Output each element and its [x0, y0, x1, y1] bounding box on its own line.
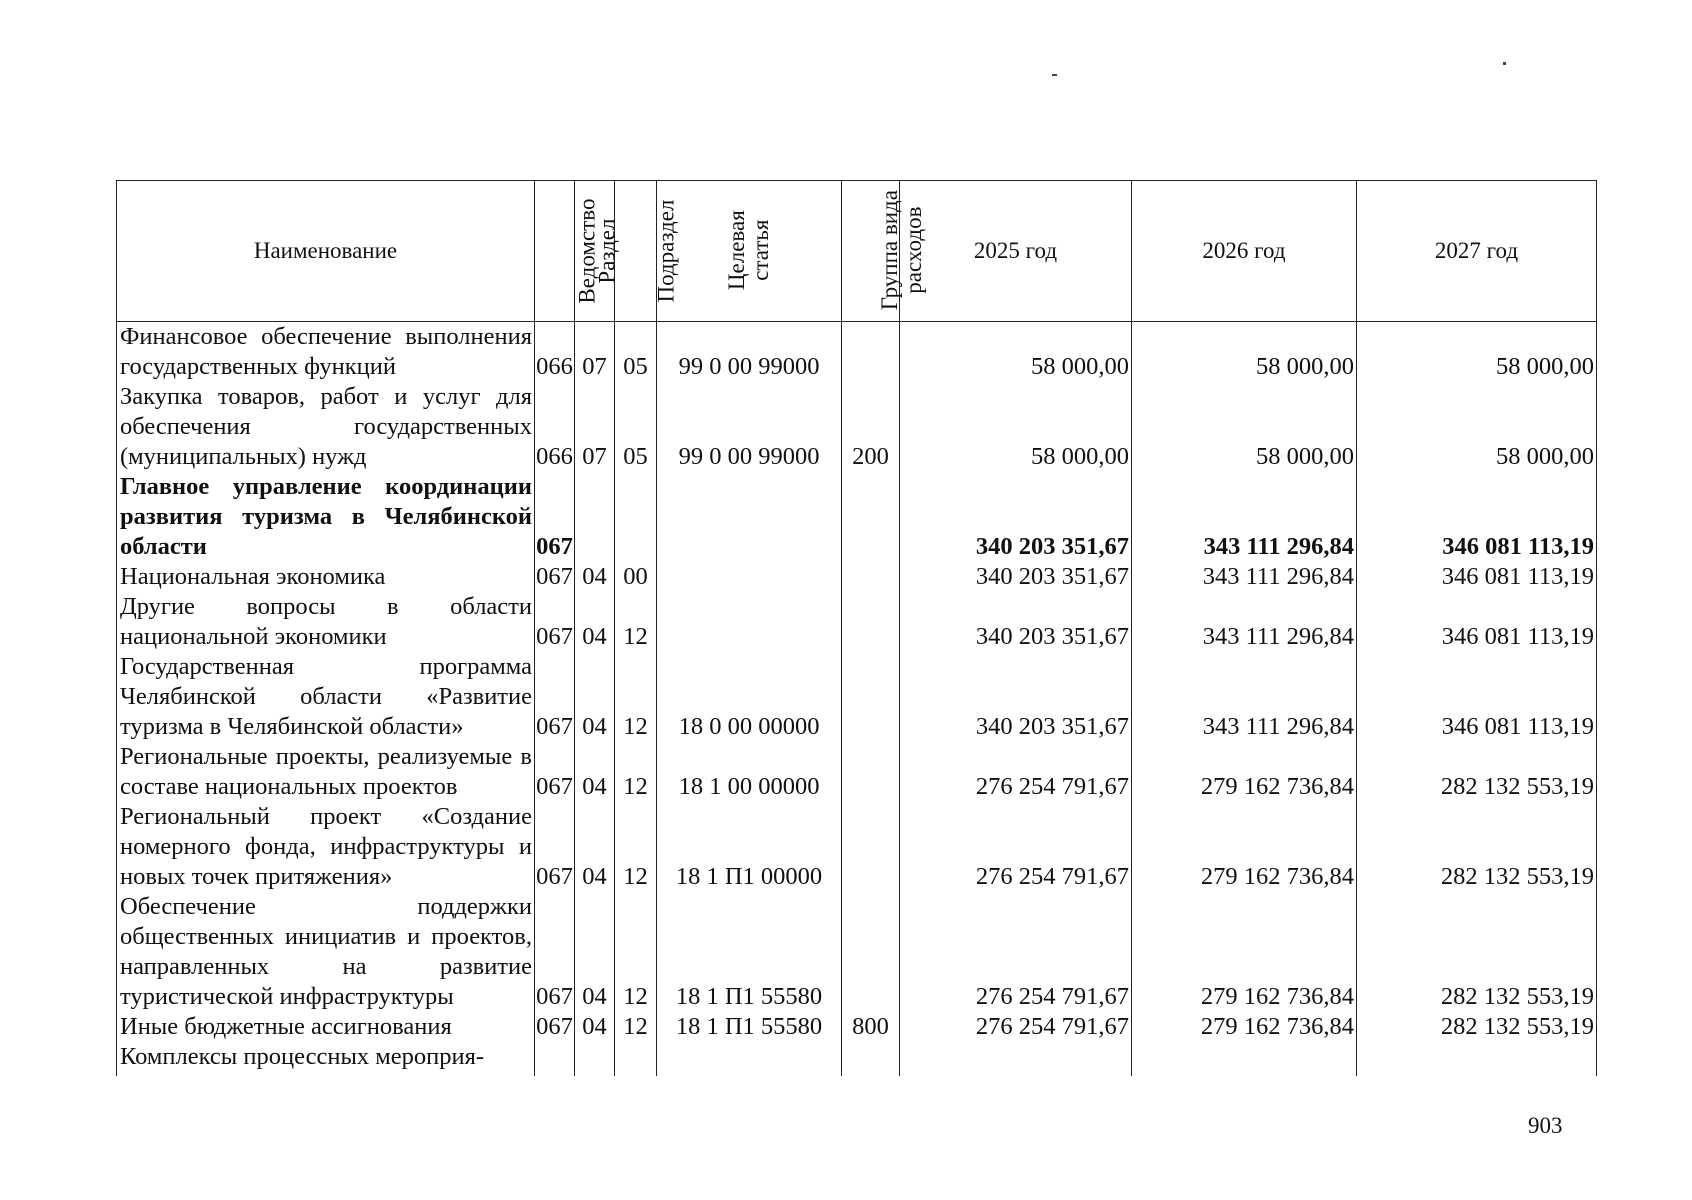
row-tselevaya-statya — [657, 592, 842, 652]
row-tselevaya-statya: 99 0 00 99000 — [657, 382, 842, 472]
header-vedomstvo: Ведомство — [535, 181, 575, 322]
row-2027: 282 132 553,19 — [1357, 802, 1597, 892]
row-gruppa — [842, 592, 900, 652]
row-2026: 279 162 736,84 — [1132, 742, 1357, 802]
row-vedomstvo: 066 — [535, 382, 575, 472]
table-row — [117, 742, 1597, 802]
row-razdel: 07 — [575, 382, 615, 472]
row-2027: 346 081 113,19 — [1357, 472, 1597, 562]
header-podrazdel: Подраздел — [615, 181, 657, 322]
row-razdel: 04 — [575, 892, 615, 1012]
row-gruppa — [842, 472, 900, 562]
row-gruppa: 200 — [842, 382, 900, 472]
row-podrazdel — [615, 1042, 657, 1076]
row-podrazdel: 05 — [615, 322, 657, 383]
table-row — [117, 802, 1597, 892]
row-2026: 343 111 296,84 — [1132, 592, 1357, 652]
row-2027: 346 081 113,19 — [1357, 562, 1597, 592]
row-name: Обеспечение поддержки общественных инициатив и проектов, направленных на развитие туристической инфраструктуры — [117, 892, 535, 1012]
table-row — [117, 592, 1597, 652]
row-name: Региональный проект «Создание номерного фонда, инфраструктуры и новых точек притяжения» — [117, 802, 535, 892]
row-name: Закупка товаров, работ и услуг для обеспечения государственных (муниципальных) нужд — [117, 382, 535, 472]
row-tselevaya-statya: 18 0 00 00000 — [657, 652, 842, 742]
row-tselevaya-statya: 18 1 00 00000 — [657, 742, 842, 802]
row-gruppa — [842, 1042, 900, 1076]
header-2025: 2025 год — [900, 181, 1132, 322]
row-2025: 340 203 351,67 — [900, 562, 1132, 592]
row-podrazdel: 12 — [615, 652, 657, 742]
row-podrazdel: 12 — [615, 592, 657, 652]
row-razdel: 04 — [575, 592, 615, 652]
row-podrazdel: 05 — [615, 382, 657, 472]
row-2027 — [1357, 1042, 1597, 1076]
row-name: Государственная программа Челябинской области «Развитие туризма в Челябинской области» — [117, 652, 535, 742]
row-name: Региональные проекты, реализуемые в составе национальных проектов — [117, 742, 535, 802]
row-podrazdel: 12 — [615, 802, 657, 892]
header-razdel: Раздел — [575, 181, 615, 322]
row-vedomstvo: 067 — [535, 802, 575, 892]
table-row — [117, 1012, 1597, 1042]
row-2025: 340 203 351,67 — [900, 652, 1132, 742]
table-row — [117, 892, 1597, 1012]
row-2026: 58 000,00 — [1132, 322, 1357, 383]
row-vedomstvo: 067 — [535, 472, 575, 562]
row-tselevaya-statya: 18 1 П1 55580 — [657, 1012, 842, 1042]
row-tselevaya-statya: 99 0 00 99000 — [657, 322, 842, 383]
row-2026: 279 162 736,84 — [1132, 1012, 1357, 1042]
row-razdel — [575, 1042, 615, 1076]
row-vedomstvo: 067 — [535, 592, 575, 652]
table-row — [117, 652, 1597, 742]
table-row — [117, 1042, 1597, 1076]
scan-speck — [1503, 62, 1506, 65]
row-gruppa — [842, 742, 900, 802]
row-2026: 279 162 736,84 — [1132, 892, 1357, 1012]
row-name: Главное управление координации развития туризма в Челябинской области — [117, 472, 535, 562]
row-vedomstvo: 067 — [536, 1013, 573, 1040]
row-2026: 58 000,00 — [1132, 382, 1357, 472]
row-2027: 282 132 553,19 — [1357, 892, 1597, 1012]
row-podrazdel: 12 — [615, 892, 657, 1012]
table-row — [117, 562, 1597, 592]
row-vedomstvo: 066 — [535, 322, 575, 383]
row-2025: 58 000,00 — [900, 382, 1132, 472]
row-podrazdel: 12 — [615, 1012, 657, 1042]
row-name: Комплексы процессных мероприя- — [117, 1042, 535, 1076]
table-row — [117, 322, 1597, 383]
row-2025: 276 254 791,67 — [900, 742, 1132, 802]
page-number: 903 — [1528, 1113, 1563, 1138]
row-razdel: 04 — [575, 652, 615, 742]
row-name: Другие вопросы в области национальной экономики — [117, 592, 535, 652]
row-2027: 346 081 113,19 — [1357, 592, 1597, 652]
row-2025: 276 254 791,67 — [900, 892, 1132, 1012]
row-gruppa: 800 — [842, 1012, 900, 1042]
row-gruppa — [842, 802, 900, 892]
row-name: Национальная экономика — [117, 562, 535, 592]
row-2027: 282 132 553,19 — [1357, 742, 1597, 802]
row-tselevaya-statya — [657, 1042, 842, 1076]
row-razdel: 04 — [575, 1012, 615, 1042]
row-2025 — [900, 1042, 1132, 1076]
scan-speck — [1052, 74, 1057, 76]
row-vedomstvo: 067 — [535, 652, 575, 742]
row-2027: 58 000,00 — [1357, 322, 1597, 383]
row-tselevaya-statya: 18 1 П1 55580 — [657, 892, 842, 1012]
row-vedomstvo: 067 — [536, 563, 573, 590]
row-tselevaya-statya — [657, 562, 842, 592]
row-podrazdel: 00 — [615, 562, 657, 592]
row-vedomstvo — [535, 1042, 575, 1076]
row-2026: 343 111 296,84 — [1132, 652, 1357, 742]
row-2027: 58 000,00 — [1357, 382, 1597, 472]
header-2026: 2026 год — [1132, 181, 1357, 322]
row-2025: 276 254 791,67 — [900, 802, 1132, 892]
row-gruppa — [842, 892, 900, 1012]
row-2026: 279 162 736,84 — [1132, 802, 1357, 892]
header-tselevaya-statya: Целевая статья — [657, 181, 842, 322]
row-razdel: 04 — [575, 802, 615, 892]
row-2027: 282 132 553,19 — [1357, 1012, 1597, 1042]
row-2027: 346 081 113,19 — [1357, 652, 1597, 742]
row-tselevaya-statya: 18 1 П1 00000 — [657, 802, 842, 892]
row-podrazdel — [615, 472, 657, 562]
table-row — [117, 472, 1597, 562]
row-2025: 340 203 351,67 — [900, 472, 1132, 562]
row-gruppa — [842, 322, 900, 383]
row-tselevaya-statya — [657, 472, 842, 562]
table-header-row — [117, 181, 1597, 322]
row-name: Иные бюджетные ассигнования — [117, 1012, 535, 1042]
row-vedomstvo: 067 — [535, 892, 575, 1012]
row-2026 — [1132, 1042, 1357, 1076]
row-2025: 58 000,00 — [900, 322, 1132, 383]
row-gruppa — [842, 562, 900, 592]
header-name: Наименование — [117, 181, 535, 322]
row-razdel: 04 — [575, 562, 615, 592]
row-vedomstvo: 067 — [535, 742, 575, 802]
row-2026: 343 111 296,84 — [1132, 562, 1357, 592]
row-razdel: 04 — [575, 742, 615, 802]
row-name: Финансовое обеспечение выполнения государственных функций — [117, 322, 535, 383]
row-2025: 340 203 351,67 — [900, 592, 1132, 652]
row-2026: 343 111 296,84 — [1132, 472, 1357, 562]
table-row — [117, 382, 1597, 472]
header-2027: 2027 год — [1357, 181, 1597, 322]
row-razdel: 07 — [575, 322, 615, 383]
row-2025: 276 254 791,67 — [900, 1012, 1132, 1042]
row-razdel — [575, 472, 615, 562]
budget-table — [116, 180, 1597, 1076]
row-podrazdel: 12 — [615, 742, 657, 802]
header-gruppa-rashodov: Группа вида расходов — [842, 181, 900, 322]
row-gruppa — [842, 652, 900, 742]
